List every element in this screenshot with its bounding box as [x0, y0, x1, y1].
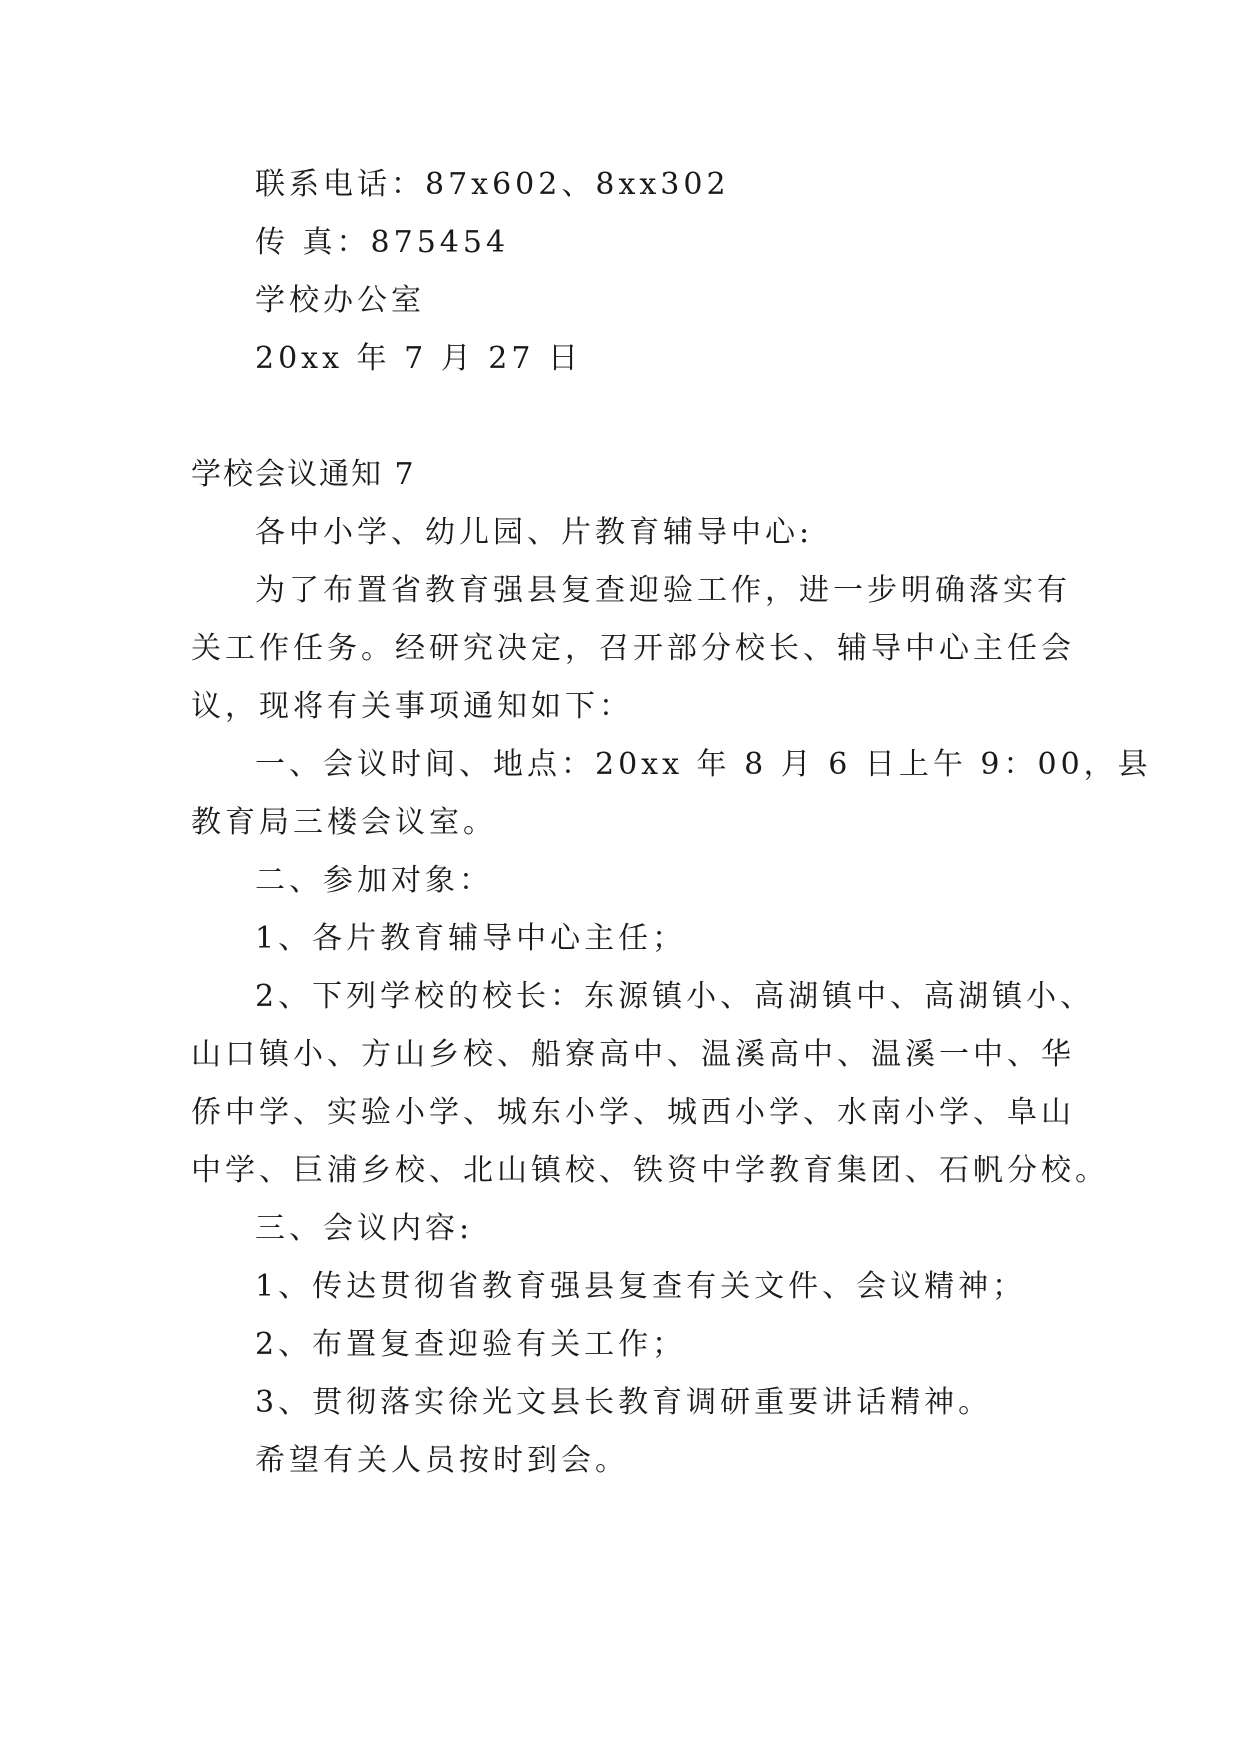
issue-date: 20xx 年 7 月 27 日: [255, 341, 582, 376]
content-heading: 三、会议内容:: [255, 1211, 474, 1246]
closing-line: 希望有关人员按时到会。: [255, 1443, 629, 1478]
contact-fax: 传 真：875454: [255, 225, 510, 260]
participants-heading: 二、参加对象：: [255, 863, 493, 898]
notice-title: 学校会议通知 7: [191, 457, 416, 492]
participants-item: 1、各片教育辅导中心主任；: [255, 921, 687, 956]
content-item: 3、贯彻落实徐光文县长教育调研重要讲话精神。: [255, 1385, 993, 1420]
participants-schools-line: 中学、巨浦乡校、北山镇校、铁资中学教育集团、石帆分校。: [191, 1153, 1109, 1188]
addressee: 各中小学、幼儿园、片教育辅导中心:: [255, 515, 814, 550]
time-place-line: 教育局三楼会议室。: [191, 805, 497, 840]
time-place-line: 一、会议时间、地点：20xx 年 8 月 6 日上午 9：00，县: [255, 747, 1152, 782]
intro-line: 关工作任务。经研究决定，召开部分校长、辅导中心主任会: [191, 631, 1075, 666]
participants-schools-line: 山口镇小、方山乡校、船寮高中、温溪高中、温溪一中、华: [191, 1037, 1075, 1072]
issuer: 学校办公室: [255, 283, 425, 318]
contact-phone: 联系电话：87x602、8xx302: [255, 167, 730, 202]
intro-line: 为了布置省教育强县复查迎验工作，进一步明确落实有: [255, 573, 1071, 608]
intro-line: 议，现将有关事项通知如下：: [191, 689, 633, 724]
participants-schools-line: 2、下列学校的校长：东源镇小、高湖镇中、高湖镇小、: [255, 979, 1095, 1014]
content-item: 1、传达贯彻省教育强县复查有关文件、会议精神；: [255, 1269, 1027, 1304]
participants-schools-line: 侨中学、实验小学、城东小学、城西小学、水南小学、阜山: [191, 1095, 1075, 1130]
content-item: 2、布置复查迎验有关工作；: [255, 1327, 687, 1362]
